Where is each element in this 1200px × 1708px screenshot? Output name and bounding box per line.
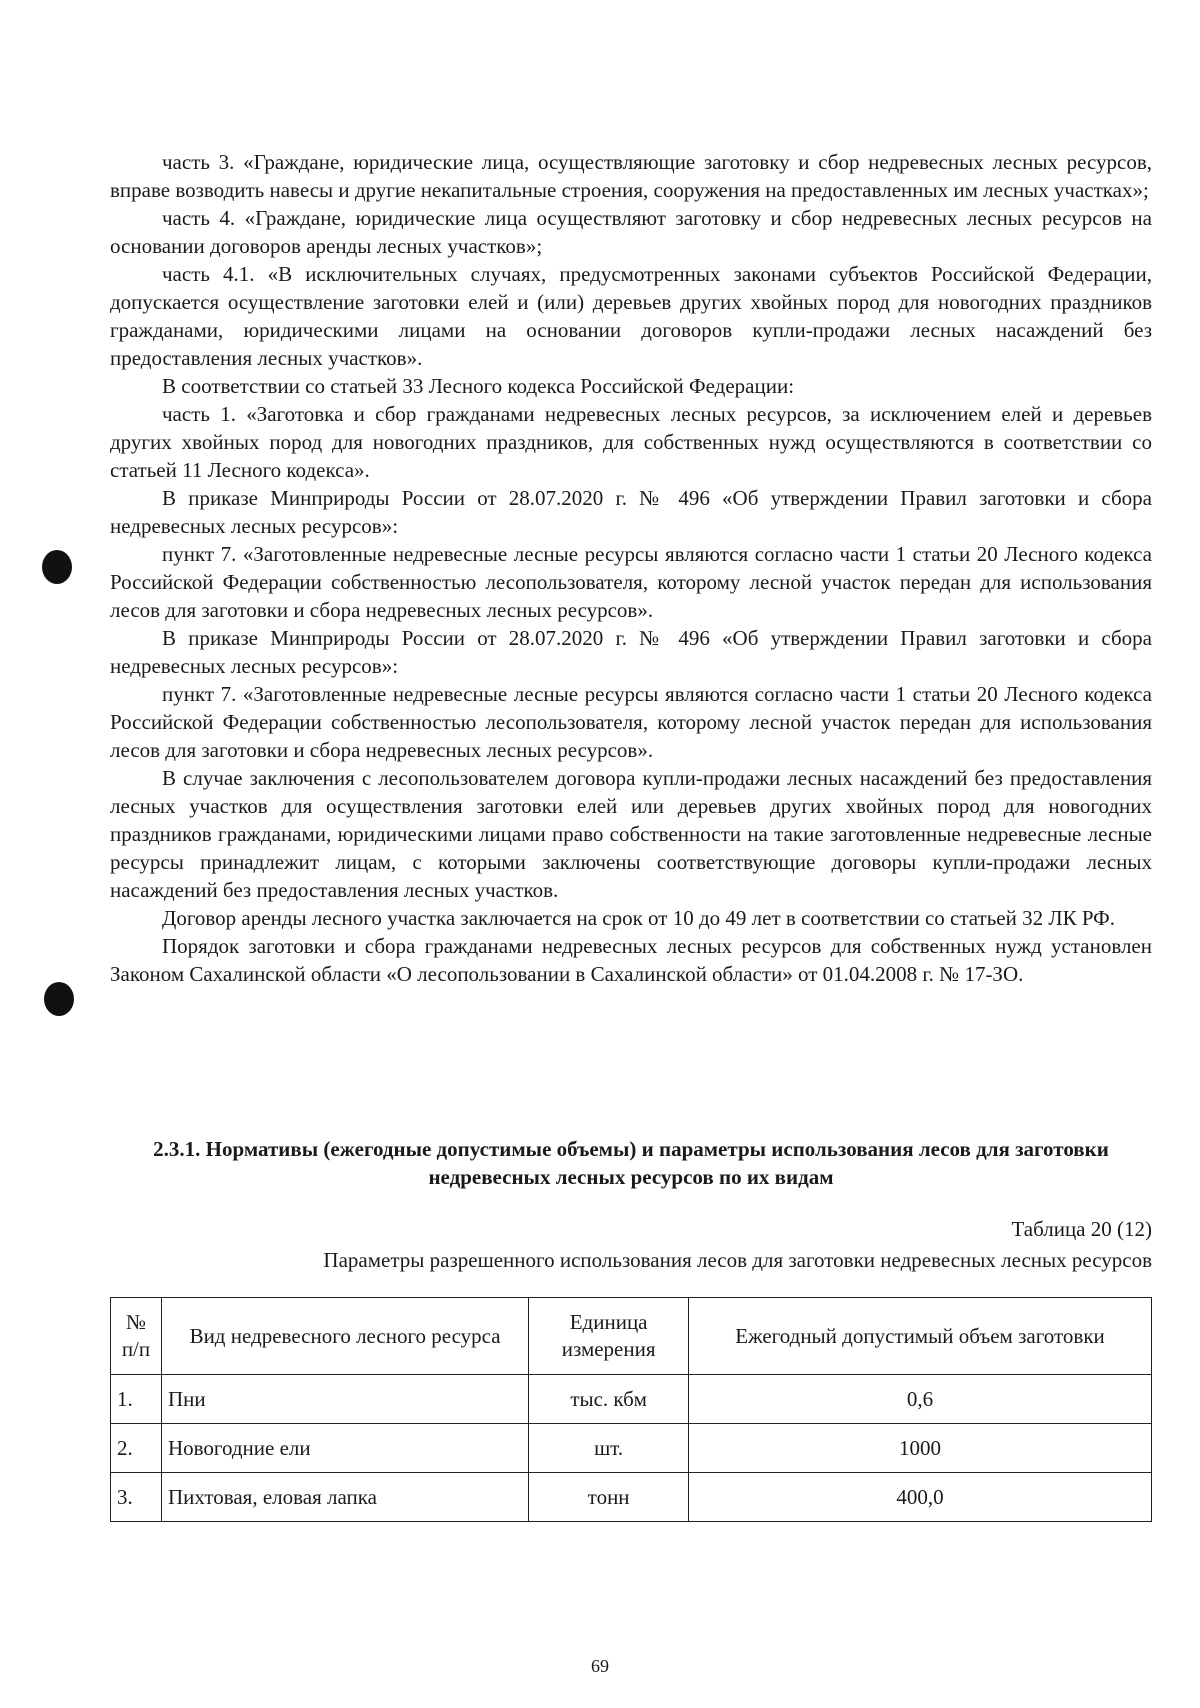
header-resource: Вид недревесного лесного ресурса [161, 1298, 528, 1375]
punch-hole-mark [44, 982, 74, 1016]
cell-unit: тонн [529, 1473, 689, 1522]
cell-unit: тыс. кбм [529, 1375, 689, 1424]
paragraph: В соответствии со статьей 33 Лесного кодекса Российской Федерации: [162, 374, 795, 398]
cell-resource: Пни [161, 1375, 528, 1424]
cell-volume: 1000 [689, 1424, 1152, 1473]
paragraph: пункт 7. «Заготовленные недревесные лесные ресурсы являются согласно части 1 статьи 20 Лесного кодекса Российской Федерации собственностью лесопользователя, которому лесной участок передан для использования лесов для заготовки и сбора недревесных лесных ресурсов». [110, 542, 1152, 622]
paragraph: В случае заключения с лесопользователем договора купли-продажи лесных насаждений без предоставления лесных участков для осуществления заготовки елей или деревьев других хвойных пород для новогодних праздников гражданами, юридическими лицами право собственности на такие заготовленные недревесные лесные ресурсы принадлежит лицам, с которыми заключены соответствующие договоры купли-продажи лесных насаждений без предоставления лесных участков. [110, 766, 1152, 902]
cell-number: 1. [111, 1375, 162, 1424]
paragraph: пункт 7. «Заготовленные недревесные лесные ресурсы являются согласно части 1 статьи 20 Лесного кодекса Российской Федерации собственностью лесопользователя, которому лесной участок передан для использования лесов для заготовки и сбора недревесных лесных ресурсов». [110, 682, 1152, 762]
body-text [110, 148, 1152, 988]
paragraph: часть 1. «Заготовка и сбор гражданами недревесных лесных ресурсов, за исключением елей и деревьев других хвойных пород для новогодних праздников, для собственных нужд осуществляются в соответствии со статьей 11 Лесного кодекса». [110, 402, 1152, 482]
cell-resource: Пихтовая, еловая лапка [161, 1473, 528, 1522]
paragraph: часть 3. «Граждане, юридические лица, осуществляющие заготовку и сбор недревесных лесных ресурсов, вправе возводить навесы и другие некапитальные строения, сооружения на предоставленных им лесных участках»; [110, 150, 1152, 202]
table-header-row [111, 1298, 1152, 1375]
section-heading: 2.3.1. Нормативы (ежегодные допустимые объемы) и параметры использования лесов для заготовки недревесных лесных ресурсов по их видам [153, 1137, 1109, 1189]
table-caption: Параметры разрешенного использования лесов для заготовки недревесных лесных ресурсов [323, 1248, 1152, 1272]
table-row [111, 1424, 1152, 1473]
paragraph: Договор аренды лесного участка заключается на срок от 10 до 49 лет в соответствии со статьей 32 ЛК РФ. [162, 906, 1116, 930]
paragraph: часть 4. «Граждане, юридические лица осуществляют заготовку и сбор недревесных лесных ресурсов на основании договоров аренды лесных участков»; [110, 206, 1152, 258]
paragraph: Порядок заготовки и сбора гражданами недревесных лесных ресурсов для собственных нужд установлен Законом Сахалинской области «О лесопользовании в Сахалинской области» от 01.04.2008 г. № 17-ЗО. [110, 934, 1152, 986]
paragraph: В приказе Минприроды России от 28.07.2020 г. № 496 «Об утверждении Правил заготовки и сбора недревесных лесных ресурсов»: [110, 486, 1152, 538]
table-row [111, 1473, 1152, 1522]
cell-number: 2. [111, 1424, 162, 1473]
header-unit: Единица измерения [529, 1298, 689, 1375]
cell-volume: 0,6 [689, 1375, 1152, 1424]
cell-volume: 400,0 [689, 1473, 1152, 1522]
page-number: 69 [591, 1656, 609, 1676]
table-row [111, 1375, 1152, 1424]
parameters-table [110, 1297, 1152, 1522]
header-number: № п/п [111, 1298, 162, 1375]
cell-unit: шт. [529, 1424, 689, 1473]
header-volume: Ежегодный допустимый объем заготовки [689, 1298, 1152, 1375]
cell-resource: Новогодние ели [161, 1424, 528, 1473]
paragraph: часть 4.1. «В исключительных случаях, предусмотренных законами субъектов Российской Федерации, допускается осуществление заготовки елей и (или) деревьев других хвойных пород для новогодних праздников гражданами, юридическими лицами на основании договоров купли-продажи лесных насаждений без предоставления лесных участков». [110, 262, 1152, 370]
cell-number: 3. [111, 1473, 162, 1522]
punch-hole-mark [42, 550, 72, 584]
paragraph: В приказе Минприроды России от 28.07.2020 г. № 496 «Об утверждении Правил заготовки и сбора недревесных лесных ресурсов»: [110, 626, 1152, 678]
table-number: Таблица 20 (12) [1011, 1217, 1152, 1241]
